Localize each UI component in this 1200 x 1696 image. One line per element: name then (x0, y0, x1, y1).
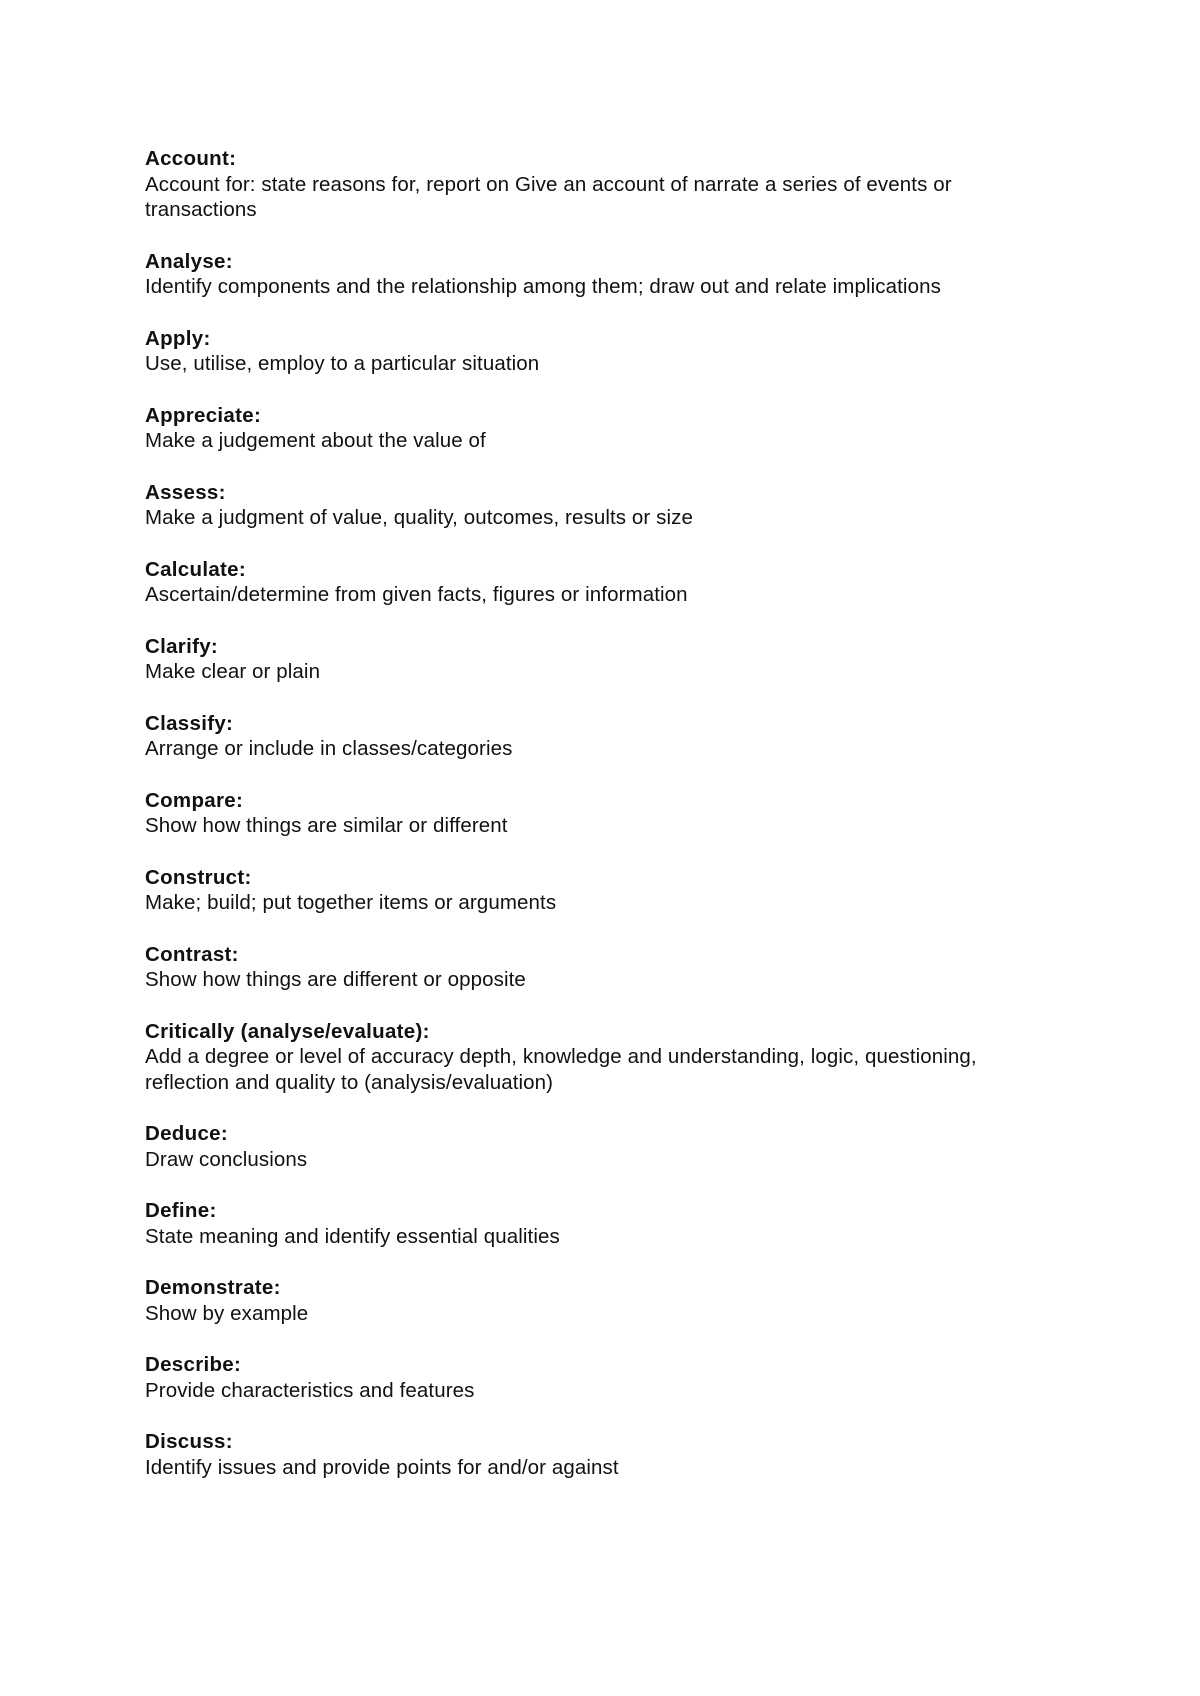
glossary-definition: Draw conclusions (145, 1147, 308, 1171)
glossary-definition: Account for: state reasons for, report on Give an account of narrate a series of events or transactions (145, 172, 952, 221)
glossary-entry-account (145, 146, 1065, 223)
glossary-definition: Add a degree or level of accuracy depth, knowledge and understanding, logic, questioning, reflection and quality to (analysis/evaluation) (145, 1045, 977, 1094)
glossary-entry-contrast (145, 942, 1065, 993)
glossary-definition: State meaning and identify essential qualities (145, 1224, 560, 1248)
glossary-entry-clarify (145, 634, 1065, 685)
glossary-definition: Arrange or include in classes/categories (145, 737, 513, 760)
glossary-entry-deduce (145, 1121, 1065, 1172)
glossary-term: Discuss: (145, 1430, 233, 1453)
glossary-definition: Show by example (145, 1301, 309, 1325)
glossary-term: Account: (145, 147, 237, 170)
glossary-definition: Provide characteristics and features (145, 1378, 475, 1402)
glossary-term: Appreciate: (145, 403, 262, 427)
glossary-entry-apply (145, 326, 1065, 377)
glossary-term: Demonstrate: (145, 1276, 281, 1299)
glossary-term: Construct: (145, 865, 252, 889)
glossary-entry-define (145, 1198, 1065, 1249)
glossary-entry-classify (145, 711, 1065, 762)
glossary-definition: Ascertain/determine from given facts, figures or information (145, 583, 688, 606)
glossary-entry-critically (145, 1019, 1065, 1096)
glossary-term: Classify: (145, 711, 234, 735)
glossary-entry-discuss (145, 1429, 1065, 1480)
glossary-definition: Make a judgement about the value of (145, 429, 486, 452)
glossary-definition: Show how things are different or opposite (145, 968, 526, 991)
glossary-definition: Make; build; put together items or arguments (145, 891, 557, 914)
glossary-entry-compare (145, 788, 1065, 839)
glossary-entry-assess (145, 480, 1065, 531)
glossary-definition: Show how things are similar or different (145, 814, 508, 837)
glossary-term: Analyse: (145, 249, 233, 273)
glossary-term: Calculate: (145, 557, 246, 581)
glossary-entry-construct (145, 865, 1065, 916)
glossary-entry-describe (145, 1352, 1065, 1403)
glossary-term: Define: (145, 1199, 217, 1222)
glossary-term: Deduce: (145, 1122, 228, 1145)
glossary-definition: Identify issues and provide points for and/or against (145, 1455, 619, 1479)
glossary-term: Clarify: (145, 634, 219, 658)
glossary-entry-analyse (145, 249, 1065, 300)
glossary-term: Critically (analyse/evaluate): (145, 1019, 430, 1043)
glossary-definition: Identify components and the relationship among them; draw out and relate implications (145, 275, 941, 298)
glossary-term: Apply: (145, 326, 211, 350)
glossary-term: Contrast: (145, 942, 239, 966)
glossary-term: Assess: (145, 480, 226, 504)
glossary-term: Describe: (145, 1353, 242, 1376)
glossary-term: Compare: (145, 788, 244, 812)
glossary-page (145, 146, 1065, 1506)
glossary-entry-demonstrate (145, 1275, 1065, 1326)
glossary-definition: Make a judgment of value, quality, outcomes, results or size (145, 506, 693, 529)
glossary-definition: Use, utilise, employ to a particular situation (145, 352, 540, 375)
glossary-entry-calculate (145, 557, 1065, 608)
glossary-entry-appreciate (145, 403, 1065, 454)
glossary-definition: Make clear or plain (145, 660, 321, 683)
